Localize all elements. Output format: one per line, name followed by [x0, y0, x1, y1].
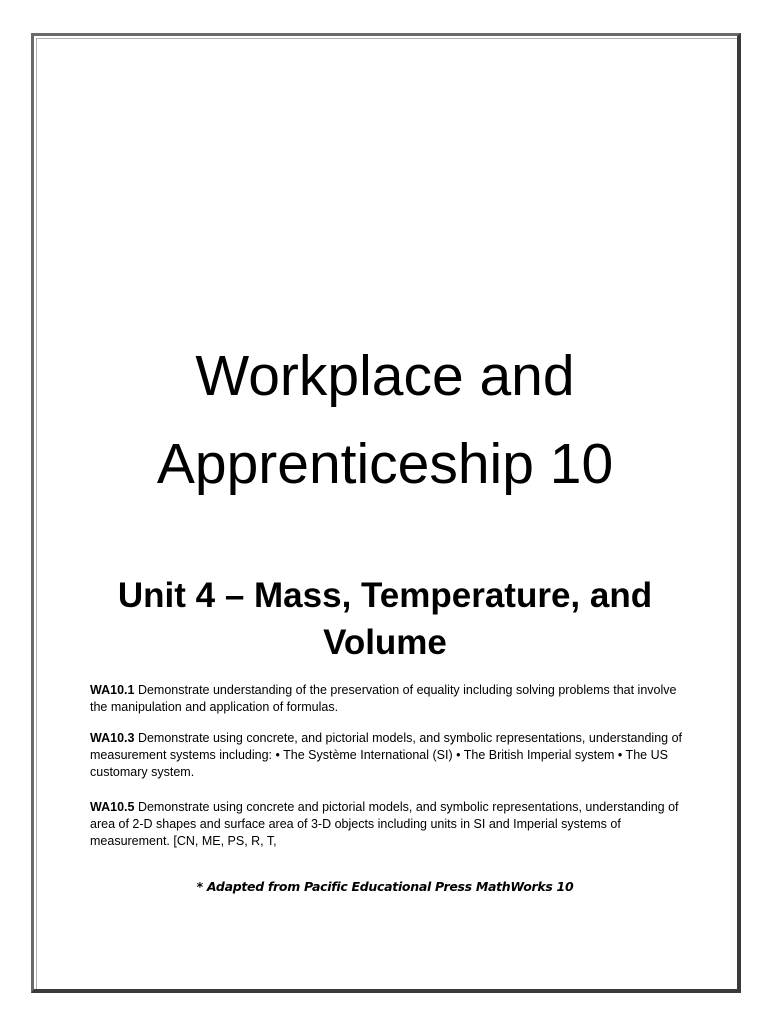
outcome-text: Demonstrate using concrete, and pictorial models, and symbolic representations, understanding of measurement systems including: • The Système International (SI) • The British Imperial system • The US customary system. — [90, 731, 682, 779]
outcome-wa10-3 — [90, 730, 690, 781]
outcome-wa10-5 — [90, 799, 690, 850]
subtitle-line-1: Unit 4 – Mass, Temperature, and — [117, 576, 653, 615]
outcome-code: WA10.5 — [90, 800, 135, 814]
subtitle-line-2: Volume — [323, 623, 447, 662]
outcome-code: WA10.1 — [90, 683, 135, 697]
source-credit: * Adapted from Pacific Educational Press MathWorks 10 — [196, 879, 574, 894]
learning-outcomes — [90, 682, 690, 864]
outcome-code: WA10.3 — [90, 731, 135, 745]
document-title — [0, 332, 770, 508]
outcome-wa10-1 — [90, 682, 690, 716]
unit-subtitle — [0, 572, 770, 666]
outcome-text: Demonstrate using concrete and pictorial models, and symbolic representations, understanding of area of 2-D shapes and surface area of 3-D objects including units in SI and Imperial systems of measurement. [CN, ME, PS, R, T, — [90, 800, 679, 848]
outcome-text: Demonstrate understanding of the preservation of equality including solving problems that involve the manipulation and application of formulas. — [90, 683, 677, 714]
title-line-2: Apprenticeship 10 — [156, 432, 614, 496]
title-line-1: Workplace and — [195, 344, 575, 408]
